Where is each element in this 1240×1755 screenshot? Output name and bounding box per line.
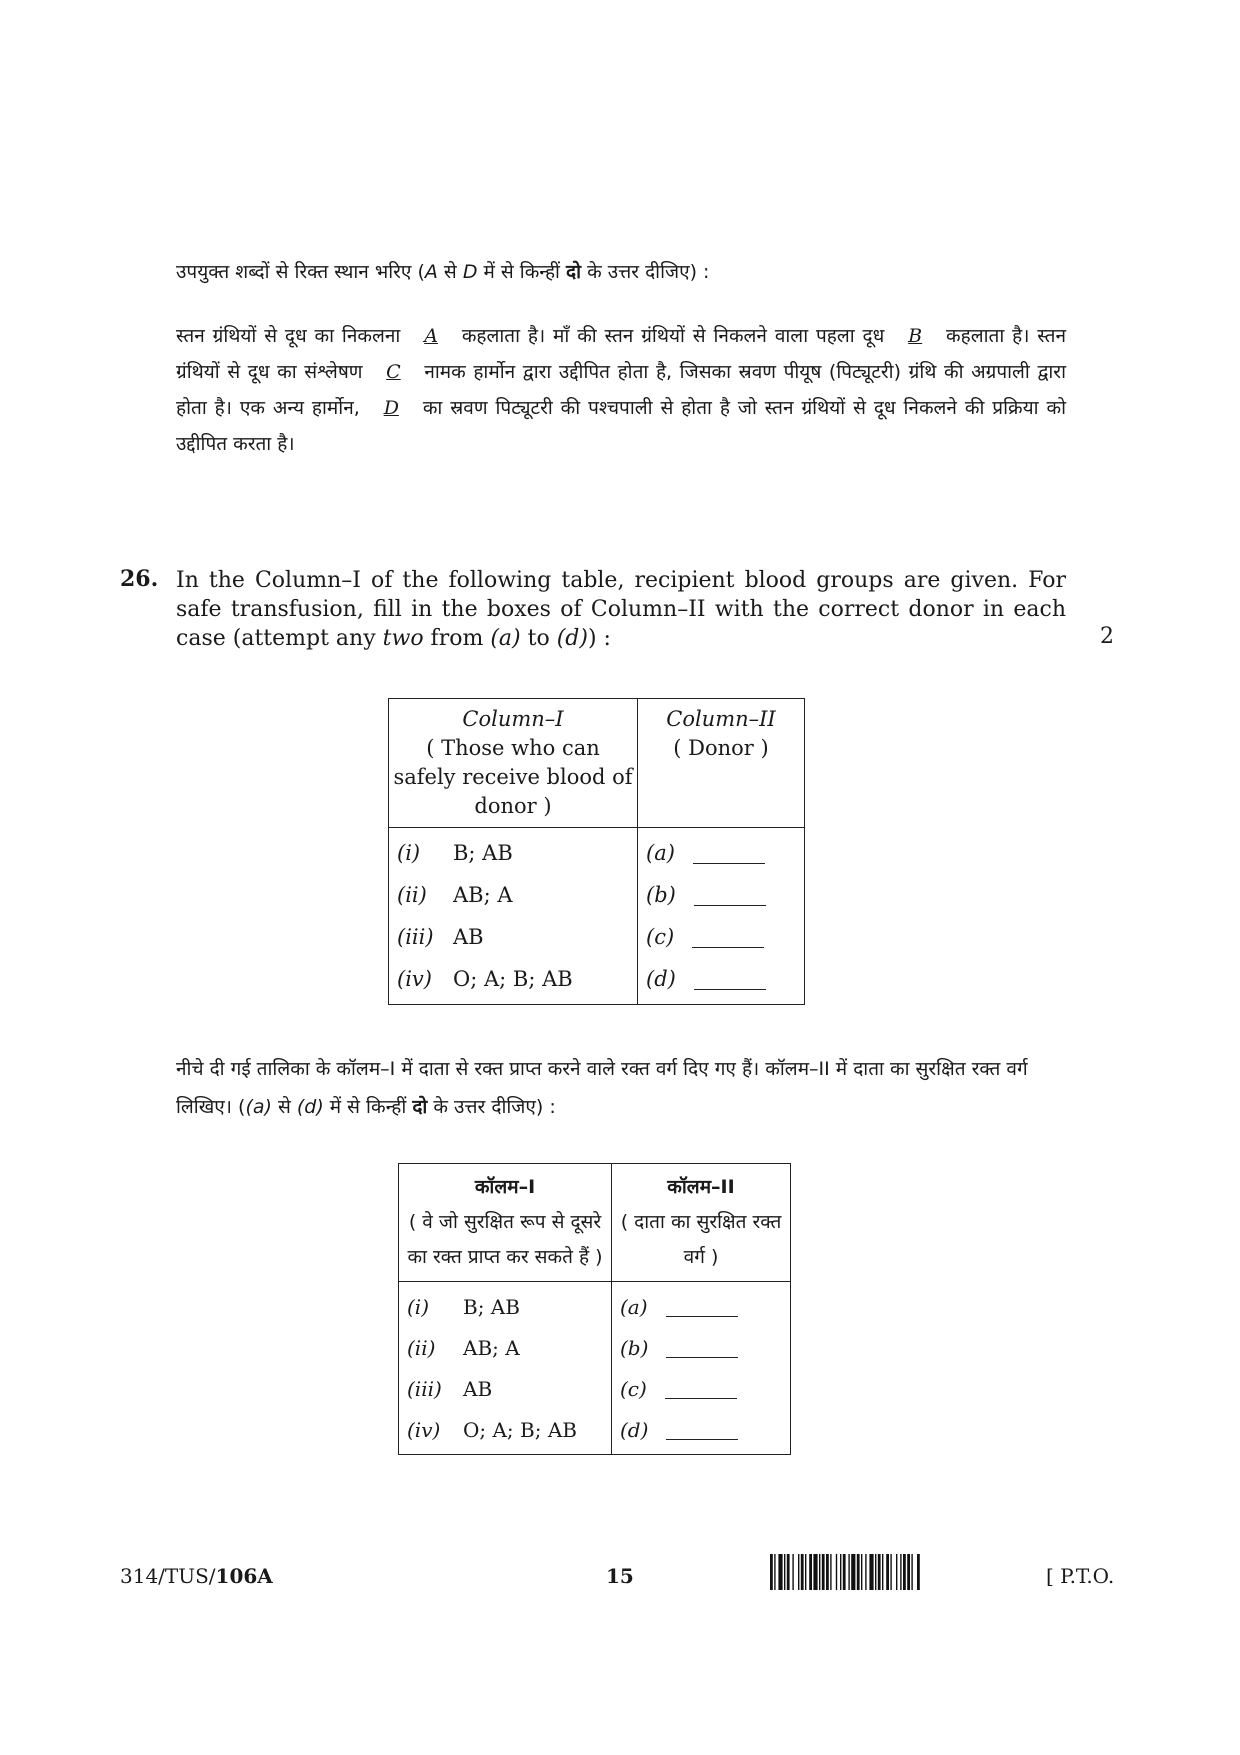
instruction-text: से xyxy=(437,261,463,283)
recipient-column xyxy=(399,1282,612,1455)
hindi-fill-paragraph xyxy=(176,318,1066,462)
column-subtitle: ( Donor ) xyxy=(673,736,769,760)
question-text: से xyxy=(271,1096,297,1118)
paper-code-bold: 106A xyxy=(215,1564,273,1588)
blank-d: D xyxy=(383,397,399,419)
blank-c: C xyxy=(386,361,401,383)
question-italic: (a) xyxy=(245,1096,272,1118)
paper-code xyxy=(120,1564,273,1588)
column-title: कॉलम–II xyxy=(667,1176,735,1198)
pto-label: [ P.T.O. xyxy=(1046,1564,1115,1588)
paper-code-prefix: 314/TUS/ xyxy=(120,1564,216,1588)
table-header-col1 xyxy=(399,1164,612,1282)
table-row xyxy=(646,832,796,874)
english-blood-table xyxy=(388,698,805,1005)
answer-blank xyxy=(694,885,766,906)
row-number: (ii) xyxy=(407,1335,436,1360)
letter-d: D xyxy=(462,261,478,283)
row-value: AB; A xyxy=(453,883,513,907)
column-subtitle: ( दाता का सुरक्षित रक्त वर्ग ) xyxy=(620,1211,782,1268)
row-value: AB xyxy=(453,925,484,949)
question-26-text xyxy=(176,566,1066,653)
question-italic: (d) xyxy=(296,1096,324,1118)
answer-label: (b) xyxy=(646,883,676,907)
hindi-instruction xyxy=(176,258,1066,284)
answer-blank xyxy=(694,969,766,990)
row-number: (ii) xyxy=(397,883,427,907)
row-value: O; A; B; AB xyxy=(453,967,573,991)
column-subtitle: ( Those who can safely receive blood of donor ) xyxy=(393,736,633,818)
answer-label: (d) xyxy=(646,967,676,991)
blank-a: A xyxy=(424,325,438,347)
page-number: 15 xyxy=(606,1564,634,1588)
table-row xyxy=(620,1368,782,1409)
hindi-question-26 xyxy=(176,1050,1066,1126)
table-row xyxy=(397,916,629,958)
blank-b: B xyxy=(908,325,923,347)
row-number: (iii) xyxy=(397,925,434,949)
table-row xyxy=(397,832,629,874)
instruction-text: के उत्तर दीजिए) : xyxy=(581,261,710,283)
column-title: कॉलम–I xyxy=(474,1176,536,1198)
question-text: के उत्तर दीजिए) : xyxy=(427,1096,556,1118)
table-row xyxy=(407,1409,603,1450)
column-title: Column–II xyxy=(666,707,776,731)
paragraph-text: कहलाता है। स्तन ग्रंथियों से दूध का संश्लेषण xyxy=(176,325,1067,383)
instruction-text: उपयुक्त शब्दों से रिक्त स्थान भरिए ( xyxy=(176,261,425,283)
answer-label: (d) xyxy=(620,1417,649,1442)
answer-label: (b) xyxy=(620,1335,649,1360)
paragraph-text: का स्रवण पिट्यूटरी की पश्चपाली से होता है जो स्तन ग्रंथियों से दूध निकलने की प्रक्रिया को उद्दीपित करता है। xyxy=(176,397,1066,455)
table-row xyxy=(397,958,629,1000)
row-value: O; A; B; AB xyxy=(463,1417,577,1442)
question-bold: दो xyxy=(412,1096,428,1118)
table-row xyxy=(620,1327,782,1368)
answer-blank xyxy=(665,1378,737,1399)
question-text: में से किन्हीं xyxy=(323,1096,413,1118)
answer-label: (c) xyxy=(646,925,675,949)
table-row xyxy=(646,958,796,1000)
answer-blank xyxy=(666,1296,738,1317)
row-value: B; AB xyxy=(463,1294,520,1319)
barcode-icon xyxy=(770,1554,1026,1590)
paragraph-text: नामक हार्मोन द्वारा उद्दीपित होता है, जिसका स्रवण पीयूष (पिट्यूटरी) ग्रंथि की अग्रपाली द्वारा होता है। एक अन्य हार्मोन, xyxy=(176,361,1066,419)
hindi-blood-table xyxy=(398,1163,791,1455)
row-number: (iii) xyxy=(407,1376,442,1401)
question-number: 26. xyxy=(120,566,159,592)
answer-blank xyxy=(666,1419,738,1440)
table-row xyxy=(407,1368,603,1409)
table-header-col1 xyxy=(389,699,638,828)
table-row xyxy=(620,1286,782,1327)
donor-column xyxy=(612,1282,791,1455)
row-number: (i) xyxy=(397,841,421,865)
question-italic: (d) xyxy=(556,626,588,651)
answer-blank xyxy=(692,927,764,948)
question-text: from xyxy=(423,626,491,651)
table-row xyxy=(646,874,796,916)
answer-label: (c) xyxy=(620,1376,647,1401)
table-row xyxy=(397,874,629,916)
answer-label: (a) xyxy=(646,841,675,865)
row-number: (iv) xyxy=(397,967,432,991)
row-value: AB xyxy=(463,1376,493,1401)
question-italic: two xyxy=(382,626,424,651)
question-italic: (a) xyxy=(490,626,521,651)
row-value: B; AB xyxy=(453,841,513,865)
table-row xyxy=(646,916,796,958)
table-header-col2 xyxy=(638,699,805,828)
answer-blank xyxy=(693,843,765,864)
question-text: नीचे दी गई तालिका के कॉलम–I में दाता से रक्त प्राप्त करने वाले रक्त वर्ग दिए गए हैं। कॉलम–II में दाता का सुरक्षित रक्त वर्ग लिखिए। ( xyxy=(176,1058,1028,1118)
instruction-bold: दो xyxy=(566,261,582,283)
row-value: AB; A xyxy=(463,1335,520,1360)
table-row xyxy=(407,1286,603,1327)
paragraph-text: स्तन ग्रंथियों से दूध का निकलना xyxy=(176,325,401,347)
question-marks: 2 xyxy=(1100,624,1114,649)
table-row xyxy=(620,1409,782,1450)
table-header-col2 xyxy=(612,1164,791,1282)
column-title: Column–I xyxy=(462,707,564,731)
instruction-text: में से किन्हीं xyxy=(477,261,567,283)
question-text: ) : xyxy=(587,626,611,651)
question-text: to xyxy=(520,626,557,651)
row-number: (i) xyxy=(407,1294,430,1319)
answer-blank xyxy=(666,1337,738,1358)
paragraph-text: कहलाता है। माँ की स्तन ग्रंथियों से निकलने वाला पहला दूध xyxy=(461,325,885,347)
letter-a: A xyxy=(424,261,438,283)
table-row xyxy=(407,1327,603,1368)
recipient-column xyxy=(389,828,638,1005)
question-text: In the Column–I of the following table, recipient blood groups are given. For safe transfusion, fill in the boxes of Column–II with the correct donor in each case (attempt any xyxy=(176,568,1066,651)
donor-column xyxy=(638,828,805,1005)
answer-label: (a) xyxy=(620,1294,648,1319)
column-subtitle: ( वे जो सुरक्षित रूप से दूसरे का रक्त प्राप्त कर सकते हैं ) xyxy=(407,1211,603,1268)
row-number: (iv) xyxy=(407,1417,441,1442)
